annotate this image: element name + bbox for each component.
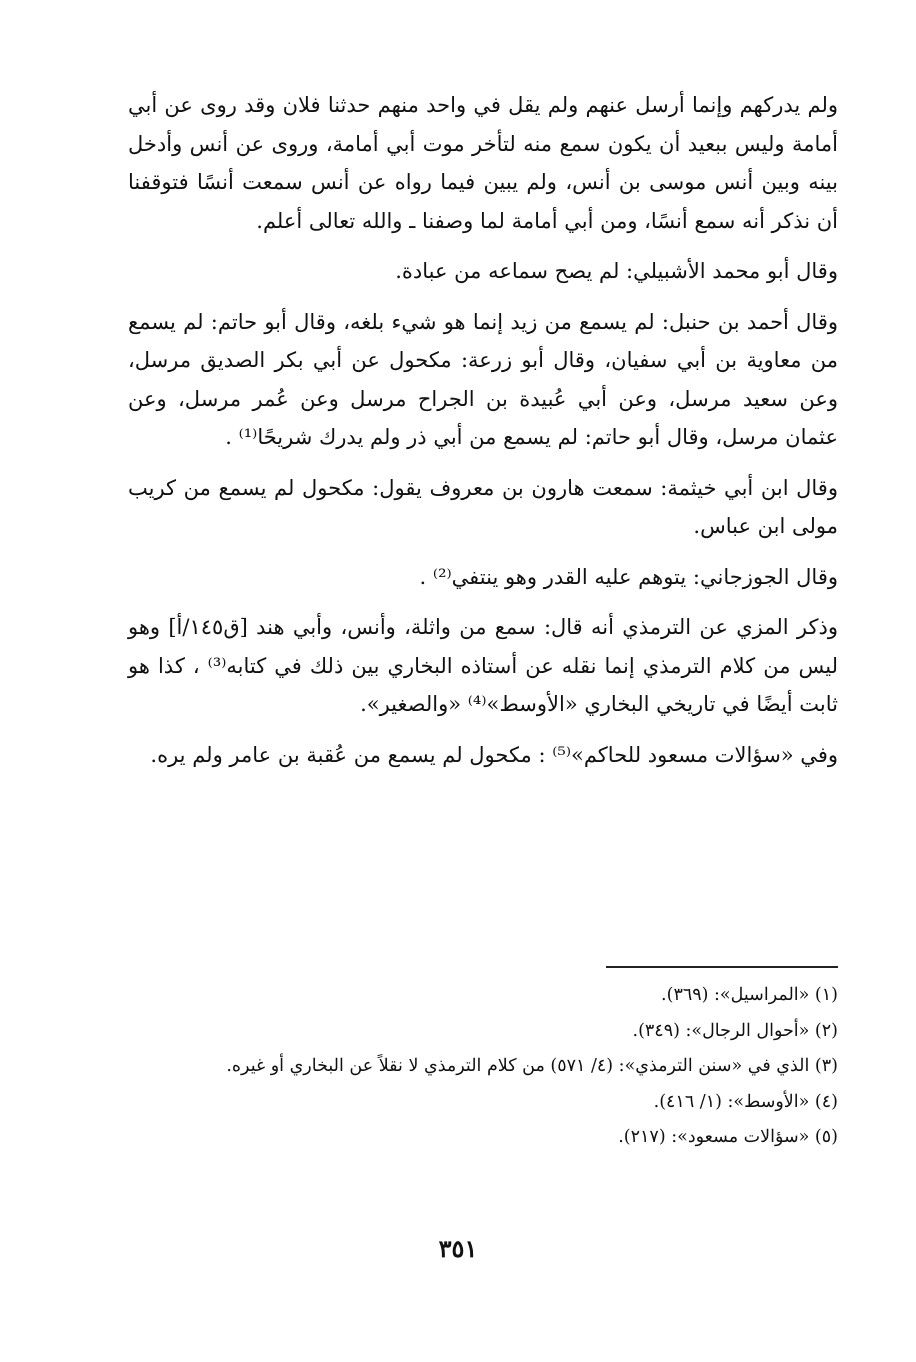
- paragraph-2: وقال أبو محمد الأشبيلي: لم يصح سماعه من عبادة.: [395, 259, 838, 283]
- paragraph-4: وقال ابن أبي خيثمة: سمعت هارون بن معروف يقول: مكحول لم يسمع من كريب مولى ابن عباس.: [128, 475, 838, 538]
- main-text-body: [128, 86, 838, 786]
- paragraph-7: وفي «سؤالات مسعود للحاكم»⁽⁵⁾ : مكحول لم يسمع من عُقبة بن عامر ولم يره.: [150, 742, 838, 767]
- paragraph-5: وقال الجوزجاني: يتوهم عليه القدر وهو ينتفي⁽²⁾ .: [419, 564, 838, 589]
- paragraph-6: وذكر المزي عن الترمذي أنه قال: سمع من واثلة، وأنس، وأبي هند [ق١٤٥/أ] وهو ليس من كلام الترمذي إنما نقله عن أستاذه البخاري بين ذلك في كتابه⁽³⁾ ، كذا هو ثابت أيضًا في تاريخي البخاري «الأوسط»⁽⁴⁾ «والصغير».: [128, 615, 838, 716]
- footnote-4: (٤) «الأوسط»: (١/ ٤١٦).: [653, 1091, 838, 1112]
- footnote-5: (٥) «سؤالات مسعود»: (٢١٧).: [618, 1127, 838, 1147]
- paragraph-1: ولم يدركهم وإنما أرسل عنهم ولم يقل في واحد منهم حدثنا فلان وقد روى عن أبي أمامة وليس ببعيد أن يكون سمع منه لتأخر موت أبي أمامة، وروى عن أنس وأدخل بينه وبين أنس موسى بن أنس، ولم يبين فيما رواه عن أنس سمعت أنسًا فتوقفنا أن نذكر أنه سمع أنسًا، ومن أبي أمامة لما وصفنا ـ والله تعالى أعلم.: [128, 93, 838, 233]
- footnote-2: (٢) «أحوال الرجال»: (٣٤٩).: [632, 1020, 838, 1041]
- footnote-3: (٣) الذي في «سنن الترمذي»: (٤/ ٥٧١) من كلام الترمذي لا نقلاً عن البخاري أو غيره.: [226, 1056, 838, 1076]
- footnote-separator: [606, 966, 838, 968]
- page-number: ٣٥١: [438, 1234, 478, 1263]
- paragraph-3: وقال أحمد بن حنبل: لم يسمع من زيد إنما هو شيء بلغه، وقال أبو حاتم: لم يسمع من معاوية بن أبي سفيان، وقال أبو زرعة: مكحول عن أبي بكر الصديق مرسل، وعن سعيد مرسل، وعن أبي عُبيدة بن الجراح مرسل وعن عُمر مرسل، وعن عثمان مرسل، وقال أبو حاتم: لم يسمع من أبي ذر ولم يدرك شريحًا⁽¹⁾ .: [128, 309, 838, 449]
- footnotes-section: [134, 978, 838, 1156]
- footnote-1: (١) «المراسيل»: (٣٦٩).: [661, 985, 838, 1005]
